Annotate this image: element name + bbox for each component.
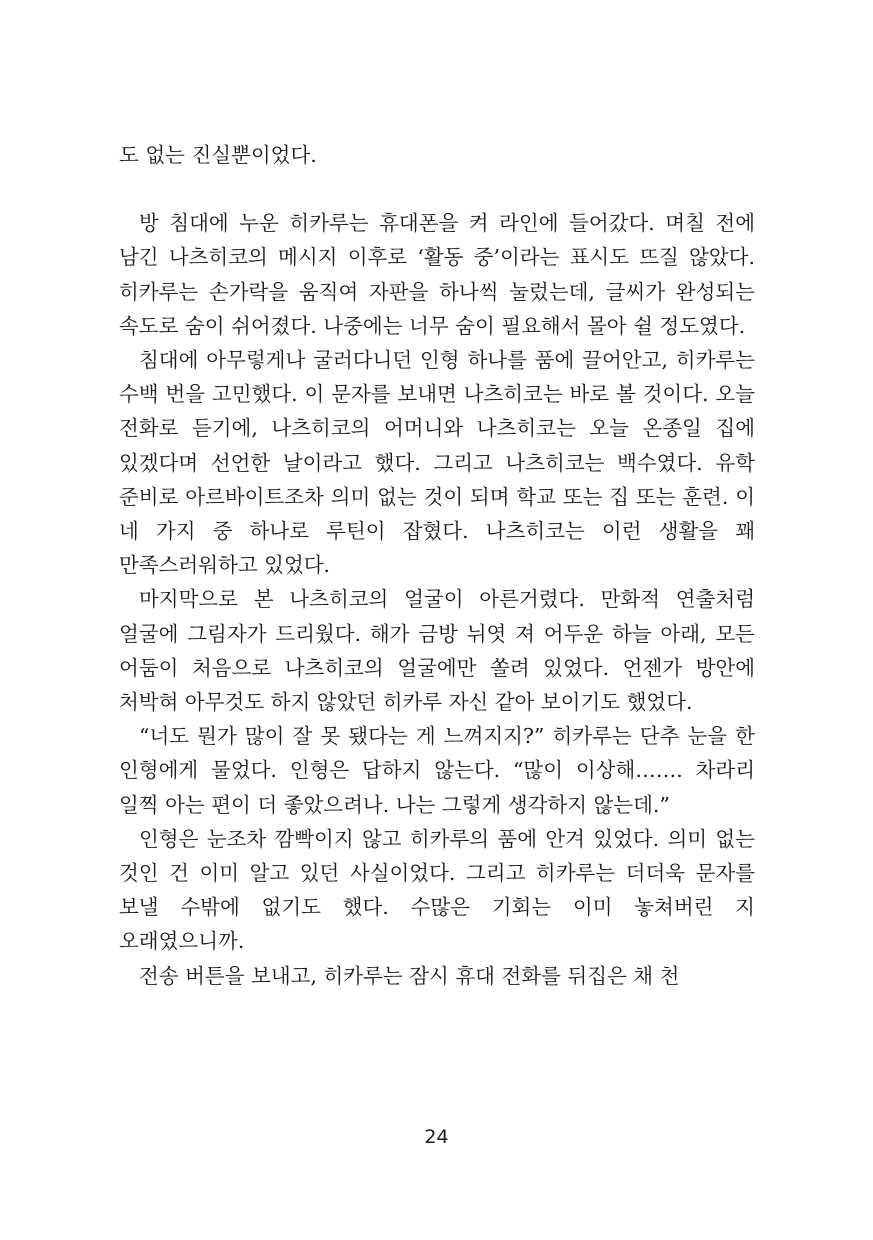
paragraph: 방 침대에 누운 히카루는 휴대폰을 켜 라인에 들어갔다. 며칠 전에 남긴 나츠히코의 메시지 이후로 ‘활동 중’이라는 표시도 뜨질 않았다. 히카루는 손가락을 움직여 자판을 하나씩 눌렀는데, 글씨가 완성되는 속도로 숨이 쉬어졌다. 나중에는 너무 숨이 필요해서 몰아 쉴 정도였다. (119, 211, 755, 338)
paragraph: 마지막으로 본 나츠히코의 얼굴이 아른거렸다. 만화적 연출처럼 얼굴에 그림자가 드리웠다. 해가 금방 뉘엿 져 어두운 하늘 아래, 모든 어둠이 처음으로 나츠히코의 얼굴에만 쏠려 있었다. 언젠가 방안에 처박혀 아무것도 하지 않았던 히카루 자신 같아 보이기도 했었다. (119, 587, 755, 715)
page-body (119, 138, 755, 993)
paragraph-gap (119, 172, 755, 206)
paragraph: “너도 뭔가 많이 잘 못 됐다는 게 느껴지지?” 히카루는 단추 눈을 한 인형에게 물었다. 인형은 답하지 않는다. “많이 이상해……. 차라리 일찍 아는 편이 더 좋았으려나. 나는 그렇게 생각하지 않는데.” (119, 724, 755, 817)
page-number: 24 (424, 1126, 449, 1148)
paragraph: 인형은 눈조차 깜빡이지 않고 히카루의 품에 안겨 있었다. 의미 없는 것인 건 이미 알고 있던 사실이었다. 그리고 히카루는 더더욱 문자를 보낼 수밖에 없기도 했다. 수많은 기회는 이미 놓쳐버린 지 오래였으니까. (119, 826, 755, 954)
paragraph-continuation: 도 없는 진실뿐이었다. (119, 143, 317, 167)
paragraph: 침대에 아무렇게나 굴러다니던 인형 하나를 품에 끌어안고, 히카루는 수백 번을 고민했다. 이 문자를 보내면 나츠히코는 바로 볼 것이다. 오늘 전화로 듣기에, 나츠히코의 어머니와 나츠히코는 오늘 온종일 집에 있겠다며 선언한 날이라고 했다. 그리고 나츠히코는 백수였다. 유학 준비로 아르바이트조차 의미 없는 것이 되며 학교 또는 집 또는 훈련. 이 네 가지 중 하나로 루틴이 잡혔다. 나츠히코는 이런 생활을 꽤 만족스러워하고 있었다. (119, 348, 755, 578)
paragraph: 전송 버튼을 보내고, 히카루는 잠시 휴대 전화를 뒤집은 채 천 (139, 963, 680, 988)
